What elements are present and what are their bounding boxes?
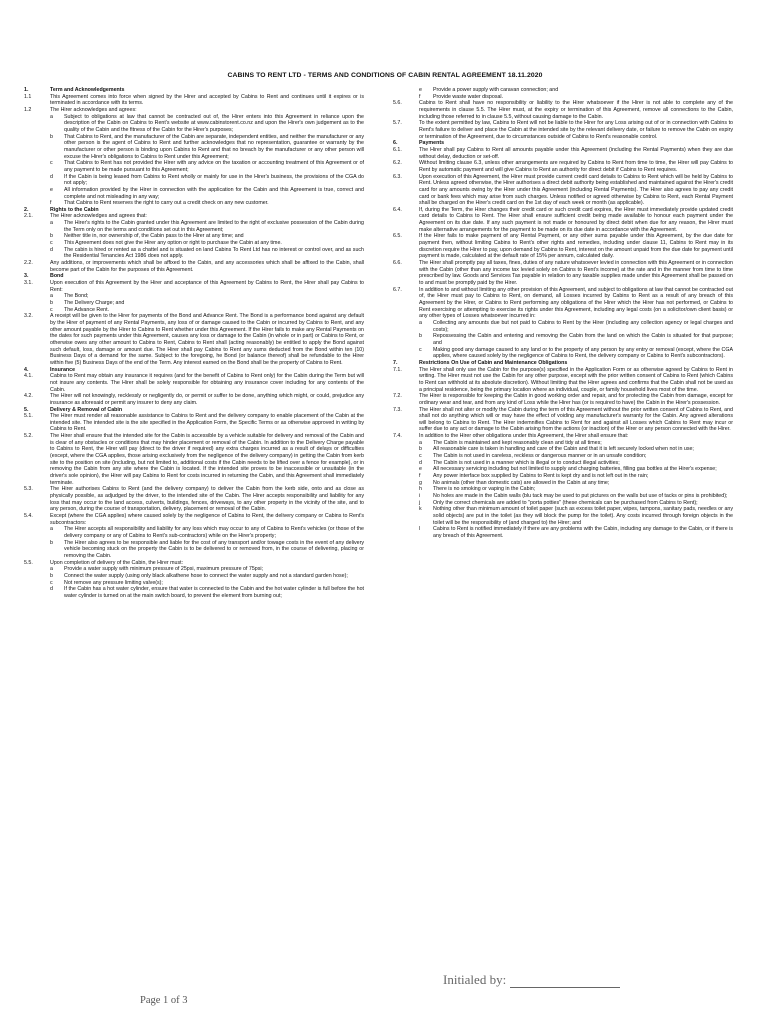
sub-clause (24, 200, 364, 207)
clause (24, 260, 364, 273)
sub-clause (24, 586, 364, 599)
clause-text: To the extent permitted by law, Cabins to Rent will not be liable to the Hirer for any Loss arising out of or in connection with Cabins to Rent's failure to deliver and place the Cabin at the intended site by the relevant delivery date, or failure to remove the Cabin on expiry or termination of the Agreement, due to circumstances outside of Cabins to Rent's reasonable control. (419, 120, 733, 140)
clause-number (393, 94, 419, 101)
clause-letter: a (50, 566, 53, 573)
clause (24, 94, 364, 107)
clause-number (393, 440, 419, 447)
clause-text: That Cabins to Rent has not provided the Hirer with any advice on the taxation or accounting treatment of this Agreement or of any payment to be made pursuant to this Agreement; (64, 160, 364, 173)
clause-number (24, 114, 50, 134)
clause-text: The Cabin is not used in a manner which is illegal or to conduct illegal activities; (433, 459, 620, 466)
clause-letter: g (419, 479, 422, 486)
clause-text: Collecting any amounts due but not paid to Cabins to Rent by the Hirer (including any collection agency or legal charges and costs); (433, 319, 733, 333)
clause-number: 1. (24, 87, 29, 93)
clause-number (393, 466, 419, 473)
clause-text: The Hirer shall pay Cabins to Rent all amounts payable under this Agreement (including the Rental Payments) when they are due without delay, deduction or set-off. (419, 146, 733, 160)
clause-text: The Hirer must render all reasonable assistance to Cabins to Rent and the delivery company to enable placement of the Cabin at the intended site. The intended site is the site specified in the Application Form, the Specific Terms or as otherwise approved in writing by Cabins to Rent. (50, 413, 364, 433)
clause-letter: a (50, 220, 53, 227)
sub-clause (393, 333, 733, 346)
initialed-label: Initialed by: (443, 972, 507, 987)
clause-number (393, 493, 419, 500)
clause (24, 280, 364, 293)
clause-number: 5.6. (393, 100, 402, 107)
clause-number (24, 233, 50, 240)
clause-text: If the Cabin has a hot water cylinder, ensure that water is connected to the Cabin and the hot water cylinder is full before the hot water cylinder is turned on at the main switch board, to prevent the element from burning out; (64, 586, 364, 599)
clause-number: 1.2 (24, 106, 32, 113)
section-heading (24, 207, 364, 214)
clause-number: 5.4. (24, 513, 33, 519)
clause-text: Delivery & Removal of Cabin (50, 406, 123, 413)
clause-letter: c (419, 453, 422, 460)
clause-letter: a (419, 439, 422, 446)
clause-number (24, 200, 50, 207)
clause (24, 433, 364, 486)
clause-number: 7. (393, 359, 398, 366)
clause-number: 6.3. (393, 173, 402, 180)
sub-clause (393, 493, 733, 500)
clause-number (393, 320, 419, 333)
clause (393, 433, 733, 440)
clause-text: The Delivery Charge; and (64, 300, 125, 306)
clause-letter: c (50, 306, 53, 313)
clause-text: That Cabins to Rent, and the manufacturer of the Cabin are separate, independent entities, and neither the manufacturer or any other person is the agent of Cabins to Rent and further acknowledges that no representation, guarantee or warranty by the manufacturer or other person is binding upon Cabins to Rent and that no breach by the manufacturer or any other person will excuse the Hirer's obligations to Cabins to Rent under this Agreement; (64, 133, 364, 160)
clause-text: No animals (other than domestic cats) are allowed in the Cabin at any time; (433, 479, 610, 486)
clause-number (24, 247, 50, 260)
clause-number: 3.2. (24, 313, 33, 320)
clause-text: The Hirer shall promptly pay all taxes, fines, duties of any nature whatsoever levied in connection with this Agreement or in connection with the Cabin (other than any income tax levied solely on Cabins to Rent's income) at the rate and in the manner from time to time prescribed by law. Goods and Services Tax payable in relation to any taxable supplies made under this Agreement shall be passed on to and must be promptly paid by the Hirer. (419, 260, 733, 287)
clause-letter: i (419, 493, 421, 500)
clause-text: The cabin is hired or rented as a chattel and is situated on land Cabins To Rent Ltd has no interest or control over, and as such the Residential Tenancies Act 1986 does not apply. (64, 246, 364, 260)
initialed-by-field (443, 972, 663, 988)
clause-letter: c (419, 346, 422, 353)
clause (24, 513, 364, 526)
clause-text: Connect the water supply (using only black alkathene hose to connect the water supply and not a standard garden hose); (64, 572, 348, 579)
sub-clause (393, 480, 733, 487)
sub-clause (24, 220, 364, 233)
section-heading (393, 140, 733, 147)
sub-clause (24, 240, 364, 247)
sub-clause (24, 247, 364, 260)
clause-number (24, 174, 50, 187)
sub-clause (393, 347, 733, 360)
clause (24, 107, 364, 114)
clause-number: 7.2. (393, 393, 402, 400)
clause-text: The Cabin is not used in careless, reckless or dangerous manner or in an unsafe condition; (433, 453, 647, 460)
clause-letter: f (50, 200, 52, 207)
clause-number: 3.1. (24, 280, 33, 287)
clause-letter: b (50, 572, 53, 579)
clause-letter: a (419, 319, 422, 326)
clause-text: The Hirer shall ensure that the intended site for the Cabin is accessible by a vehicle suitable for delivery and removal of the Cabin and is clear of any obstacles or conditions that may hinder placement or removal of the Cabin. In addition to the Delivery Charge payable to Cabins to Rent, the Hirer will pay (direct to the driver if required) any extra charges incurred as a result of delays or difficulties (except, where the CGA applies, those arising exclusively from the negligence of the delivery company) in getting the Cabin from kerb site to the position on site (including, but not limited to, additional costs if the Cabin needs to be lifted over a fence for example), or in removing the Cabin from any site where the Cabin is located. If the intended site proves to be inaccessible or unsuitable (in the driver's sole opinion), the Hirer will pay Cabins to Rent for costs incurred in returning the Cabin, and this Agreement shall immediately terminate. (50, 433, 364, 486)
clause-text: In addition to the Hirer other obligations under this Agreement, the Hirer shall ensure that: (419, 433, 629, 440)
sub-clause (24, 573, 364, 580)
clause-number: 5.5. (24, 559, 33, 566)
clause-letter: b (419, 446, 422, 453)
clause-number (393, 500, 419, 507)
clause-number (24, 580, 50, 587)
clause-letter: b (50, 300, 53, 306)
clause (24, 313, 364, 366)
sub-clause (24, 540, 364, 560)
clause-number (393, 333, 419, 346)
clause (393, 260, 733, 287)
clause-number: 6.5. (393, 233, 402, 240)
clause-text: Cabins to Rent shall have no responsibility or liability to the Hirer whatsoever if the Hirer is not able to complete any of the requirements in clause 5.5. The Hirer must, at the expiry or termination of this Agreement, remove all connections to the Cabin, including those referred to in clause 5.5, without causing damage to the Cabin. (419, 100, 733, 120)
clause-letter: b (50, 539, 53, 546)
clause-number: 4. (24, 366, 29, 373)
clause-letter: e (419, 466, 422, 473)
clause-text: Except (where the CGA applies) where caused solely by the negligence of Cabins to Rent, the delivery company or Cabins to Rent's subcontractors: (50, 513, 364, 526)
clause-letter: f (419, 93, 421, 100)
clause-text: If the Cabin is being leased from Cabins to Rent wholly or mainly for use in the Hirer's business, the provisions of the CGA do not apply; (64, 173, 364, 187)
clause (393, 407, 733, 434)
clause-number: 5. (24, 406, 29, 413)
clause-number: 6.6. (393, 260, 402, 267)
sub-clause (24, 526, 364, 539)
clause-text: Any power interface box supplied by Cabins to Rent is kept dry and is not left out in the rain; (433, 473, 649, 480)
clause-number (24, 160, 50, 173)
clause-text: Upon completion of delivery of the Cabin, the Hirer must: (50, 559, 184, 566)
clause-letter: h (419, 486, 422, 493)
clause-number: 5.7. (393, 120, 402, 127)
clause-text: Provide a power supply with caravan connection; and (433, 87, 559, 93)
sub-clause (393, 466, 733, 473)
clause-letter: f (419, 473, 421, 480)
sub-clause (393, 453, 733, 460)
clause (393, 287, 733, 320)
clause-number (393, 446, 419, 453)
sub-clause (24, 307, 364, 314)
clause-letter: e (419, 87, 422, 93)
clause-text: There is no smoking or vaping in the Cabin; (433, 486, 536, 493)
clause-number: 7.4. (393, 433, 402, 440)
sub-clause (393, 446, 733, 453)
clause-text: If the Hirer fails to make payment of any Rental Payment, or any other sums payable under this Agreement, by the due date for payment then, without limiting Cabins to Rent's other rights and remedies, including under clause 11, Cabins to Rent may in its discretion require the Hirer to pay, upon demand by Cabins to Rent, interest on the amount unpaid from the due date for payment until payment is made, calculated at the default rate of 15% per annum, calculated daily. (419, 233, 733, 260)
clause-text: All information provided by the Hirer in connection with the application for the Cabin and this Agreement is true, correct and complete and not misleading in any way; (64, 186, 364, 200)
clause (393, 207, 733, 234)
clause-text: The Hirer authorises Cabins to Rent (and the delivery company) to deliver the Cabin from the kerb side, onto and as close as physically possible, as adjudged by the driver, to the intended site of the Cabin. The Hirer accepts responsibility and liability for any loss that may occur to the land access, culverts, buildings, fences, driveways, to any other property in the vicinity of the site, and to any person, during the course of transportation, delivery, placement or removal of the Cabin. (50, 486, 364, 513)
clause (393, 174, 733, 207)
clause (393, 100, 733, 120)
clause-text: Insurance (50, 366, 76, 373)
clause-letter: d (50, 586, 53, 593)
clause-number: 4.2. (24, 393, 33, 400)
clause-text: The Hirer shall only use the Cabin for the purpose(s) specified in the Application Form or as otherwise agreed by Cabins to Rent in writing. The Hirer must not use the Cabin for any other purpose, except with the prior written consent of Cabins to Rent (which Cabins to Rent can withhold at its absolute discretion). Without limiting that the Hirer agrees and confirms that the Cabin shall not be used as a principal residence, being the primary location where an individual, couple, or family household lives most of the time. (419, 366, 733, 393)
clause (24, 413, 364, 433)
sub-clause (24, 160, 364, 173)
clause-number (393, 486, 419, 493)
clause-text: All reasonable care is taken in handling and care of the Cabin and that it is left securely locked when not in use; (433, 446, 694, 453)
clause-text: Term and Acknowledgements (50, 87, 125, 93)
clause-text: This Agreement does not give the Hirer any option or right to purchase the Cabin at any time. (64, 240, 282, 247)
clause-number: 2.2. (24, 260, 33, 267)
clause-letter: a (50, 293, 53, 300)
clause-number: 6.4. (393, 206, 402, 213)
clause-text: Cabins to Rent may obtain any insurance it requires (and for the benefit of Cabins to Rent only) for the Cabin during the Term but will not insure any contents. The Hirer shall be solely responsible for obtaining any insurance cover including for any contents of the Cabin. (50, 373, 364, 393)
clause-text: The Bond; (64, 293, 89, 300)
clause-number (393, 526, 419, 539)
sub-clause (393, 506, 733, 526)
sub-clause (24, 174, 364, 187)
clause-number: 5.2. (24, 433, 33, 440)
sub-clause (24, 580, 364, 587)
clause-number (24, 187, 50, 200)
clause-letter: d (50, 173, 53, 180)
clause (24, 486, 364, 513)
clause-number: 6. (393, 140, 398, 147)
sub-clause (393, 320, 733, 333)
sub-clause (24, 293, 364, 300)
clause (24, 213, 364, 220)
clause-number (24, 220, 50, 233)
section-heading (24, 273, 364, 280)
clause (393, 147, 733, 160)
clause-number (24, 573, 50, 580)
clause-text: Provide a water supply with minimum pressure of 25psi, maximum pressure of 75psi; (64, 566, 264, 573)
sub-clause (24, 187, 364, 200)
clause-text: Not remove any pressure limiting valve(s); (64, 579, 163, 586)
clause-number (393, 347, 419, 360)
clause-letter: l (419, 526, 421, 533)
clause-text: Neither title in, nor ownership of, the Cabin pass to the Hirer at any time; and (64, 233, 244, 240)
clause-number (24, 540, 50, 560)
sub-clause (393, 473, 733, 480)
clause-text: The Hirer accepts all responsibility and liability for any loss which may occur to any of Cabins to Rent's vehicles (or those of the delivery company or any of Cabins to Rent's sub-contractors) while on the Hirer's property; (64, 526, 364, 539)
clause-number (393, 453, 419, 460)
clause-letter: b (50, 133, 53, 140)
clause-number (24, 293, 50, 300)
clause-text: That Cabins to Rent reserves the right to carry out a credit check on any new customer. (64, 200, 269, 207)
clause-text: No holes are made in the Cabin walls (blu tack may be used to put pictures on the walls but use of tacks or pins is prohibited); (433, 493, 728, 500)
clause-number (24, 526, 50, 539)
sub-clause (393, 486, 733, 493)
clause-number (24, 586, 50, 599)
clause-letter: c (50, 240, 53, 247)
clause-text: The Hirer acknowledges and agrees: (50, 106, 137, 113)
clause-letter: b (419, 333, 422, 340)
clause-number (24, 134, 50, 161)
sub-clause (393, 526, 733, 539)
sub-clause (24, 566, 364, 573)
clause-text: Restrictions On Use of Cabin and Maintenance Obligations (419, 359, 568, 366)
clause-number (24, 240, 50, 247)
initialed-line (510, 977, 620, 988)
clause-text: Upon execution of this Agreement, the Hirer must provide current credit card details to Cabins to Rent which will be held by Cabins to Rent. Unless agreed otherwise, the Hirer authorises a direct debit authority being established and maintained against the Hirer's credit card for any amounts owing by the Hirer under this Agreement (including Rental Payments). The Hirer also agrees to pay any credit card or bank fees which may arise from such charges. Unless notified or agreed otherwise by Cabins to Rent, each Rental Payment shall be charged on the Hirer's credit card on the 1st day of each week or month (as applicable). (419, 173, 733, 207)
section-heading (393, 360, 733, 367)
sub-clause (24, 300, 364, 307)
clause (393, 233, 733, 260)
clause-number: 6.7. (393, 286, 402, 293)
clause-number: 6.1. (393, 146, 402, 153)
clause-text: Subject to obligations at law that cannot be contracted out of, the Hirer enters into this Agreement in reliance upon the description of the Cabin on Cabins to Rent's website at www.cabinstorent.co.nz and upon the Hirer's own judgement as to the quality of the Cabin and the fitness of the Cabin for the Hirer's purposes; (64, 113, 364, 133)
clause-text: Rights to the Cabin (50, 206, 99, 213)
clause (24, 393, 364, 406)
clause-number: 5.1. (24, 413, 33, 420)
clause-text: The Hirer's rights to the Cabin granted under this Agreement are limited to the right of exclusive possession of the Cabin during the Term only on the terms and conditions set out in this Agreement; (64, 220, 364, 233)
clause-text: The Cabin is maintained and kept reasonably clean and tidy at all times; (433, 439, 602, 446)
clause-text: In addition to and without limiting any other provision of this Agreement, and subject to obligations at law that cannot be contracted out of, the Hirer must pay to Cabins to Rent, on demand, all Losses incurred by Cabins to Rent as a result of any breach of this Agreement by the Hirer, or Cabins to Rent performing any obligations of the Hirer which the Hirer has not performed, or Cabins to Rent exercising or attempting to exercise its rights under this Agreement, including any legal costs (on a solicitor/own client basis) or any other types of Losses whatsoever incurred in: (419, 286, 733, 320)
section-heading (24, 407, 364, 414)
left-column (24, 87, 364, 600)
clause-letter: e (50, 186, 53, 193)
clause-text: Only the correct chemicals are added to "porta potties" (these chemicals can be purchased from Cabins to Rent); (433, 499, 698, 506)
clause-text: Making good any damage caused to any land or to the property of any person by any entry or removal (except, where the CGA applies, where caused solely by the negligence of Cabins to Rent, the delivery company or Cabins to Rent's subcontractors). (433, 346, 733, 360)
clause-number: 3. (24, 273, 29, 280)
clause-letter: b (50, 233, 53, 240)
clause-text: This Agreement comes into force when signed by the Hirer and accepted by Cabins to Rent and continues until it expires or is terminated in accordance with its terms. (50, 93, 364, 107)
clause-text: Without limiting clause 6.3, unless other arrangements are required by Cabins to Rent from time to time, the Hirer will pay Cabins to Rent by automatic payment and will give Cabins to Rent an authority for direct debit if Cabins to Rent requires. (419, 160, 733, 173)
section-heading (24, 367, 364, 374)
clause (24, 560, 364, 567)
sub-clause (24, 233, 364, 240)
clause-letter: d (50, 246, 53, 253)
clause-text: Nothing other than minimum amount of toilet paper (such as excess toilet paper, wipes, tampons, sanitary pads, needles or any solid objects) are put in the toilet (as they will block the pump for the toilet). Any costs incurred through foreign objects in the toilet will be the responsibility of (and charged to) the Hirer; and (433, 506, 733, 526)
sub-clause (24, 134, 364, 161)
section-heading (24, 87, 364, 94)
sub-clause (393, 87, 733, 94)
clause-text: Any additions, or improvements which shall be affixed to the Cabin, and any accessories which shall be affixed to the Cabin, shall become part of the Cabin for the purposes of this Agreement. (50, 260, 364, 273)
clause-text: The Hirer shall not alter or modify the Cabin during the term of this Agreement without the prior written consent of Cabins to Rent, and shall not do anything which will or may have the effect of voiding any manufacturer's warranty for the Cabin. Any agreed alterations will belong to Cabins to Rent. The Hirer indemnifies Cabins to Rent for and against all Losses which Cabins to Rent may incur or suffer due to any act or damage to the Cabin arising from the actions (or inaction) of the Hirer or any person connected with the Hirer. (419, 406, 733, 433)
clause-number (24, 307, 50, 314)
clause-number (393, 87, 419, 94)
clause-number: 2. (24, 206, 29, 213)
sub-clause (393, 500, 733, 507)
clause-letter: c (50, 160, 53, 167)
clause-text: Provide waste water disposal. (433, 93, 504, 100)
clause (393, 120, 733, 140)
clause-text: A receipt will be given to the Hirer for payments of the Bond and Advance Rent. The Bond is a performance bond against any default by the Hirer of payment of any Rental Payments, any loss of or damage caused to the Cabin or incurred by Cabins to Rent, and any other amount payable by the Hirer to Cabins to Rent whether under this Agreement. If the Hirer fails to make any Rental Payments on the dates for such payments under this Agreement, causes any loss or damage to the Cabin (in whole or in part) or Cabins to Rent, or otherwise owes any other amount to Cabins to Rent, Cabins to Rent shall (acting reasonably) be entitled to apply the Bond against such default, loss, damage or amount due. The Hirer shall pay Cabins to Rent any sums deducted from the Bond within ten (10) Business Days of a demand for the same. Subject to the foregoing, he Bond (or balance thereof) shall be refundable to the Hirer within five (5) Business Days of the end of the Term. Any interest earned on the Bond shall be the property of Cabins to Rent. (50, 313, 364, 366)
clause-text: The Hirer acknowledges and agrees that: (50, 213, 147, 220)
sub-clause (24, 114, 364, 134)
clause-letter: k (419, 506, 422, 513)
clause-text: The Hirer will not knowingly, recklessly or negligently do, or permit or suffer to be done, anything which might, or could, prejudice any insurance as aforesaid or permit any insurer to deny any claim. (50, 393, 364, 406)
clause-number (393, 480, 419, 487)
clause-number (393, 473, 419, 480)
clause-number: 6.2. (393, 160, 402, 167)
clause-text: All necessary servicing including but not limited to supply and charging batteries, filling gas bottles at the Hirer's expense; (433, 466, 717, 473)
clause-letter: c (50, 579, 53, 586)
clause-text: Cabins to Rent is notified immediately if there are any problems with the Cabin, including any damage to the Cabin, or if there is any breach of this Agreement. (433, 526, 733, 539)
clause-text: Repossessing the Cabin and entering and removing the Cabin from the land on which the Cabin is situated for that purpose; and (433, 333, 733, 346)
page-number: Page 1 of 3 (140, 995, 188, 1006)
clause-number: 7.1. (393, 366, 402, 373)
sub-clause (393, 460, 733, 467)
clause-number (24, 566, 50, 573)
clause-letter: a (50, 526, 53, 533)
clause (393, 160, 733, 173)
clause-text: Bond (50, 273, 64, 280)
clause-text: If, during the Term, the Hirer changes their credit card or such credit card expires, the Hirer must immediately provide updated credit card details to Cabins to Rent. The Hirer shall ensure sufficient credit being made available to honour each payment under the Agreement on its due date. If any such payment is not made or honoured by direct debit when due for any reason, the Hirer must make alternative arrangements for the payment to be made on its due date in accordance with the Agreement. (419, 206, 733, 233)
clause-letter: a (50, 113, 53, 120)
right-column (393, 87, 733, 540)
clause-text: The Advance Rent. (64, 306, 110, 313)
clause (24, 373, 364, 393)
clause-number (393, 506, 419, 526)
clause-number: 4.1. (24, 373, 33, 380)
sub-clause (393, 94, 733, 101)
clause-number: 7.3. (393, 406, 402, 413)
document-title: CABINS TO RENT LTD - TERMS AND CONDITIONS OF CABIN RENTAL AGREEMENT 18.11.2020 (227, 72, 543, 79)
clause-text: The Hirer also agrees to be responsible and liable for the cost of any transport and/or towage costs in the event of any delivery vehicle becoming stuck on the property the Cabin is to be delivered to or removed from, in the course of delivering, placing or removing the Cabin. (64, 539, 364, 559)
clause-text: The Hirer is responsible for keeping the Cabin in good working order and repair, and for protecting the Cabin from damage, except for ordinary wear and tear, and from any kind of Loss while the Hirer has (or is required to have) the Cabin in the Hirer's possession. (419, 393, 733, 406)
clause-number: 2.1. (24, 213, 33, 220)
clause-number: 5.3. (24, 486, 33, 493)
clause-text: Payments (419, 140, 445, 147)
clause-number (393, 460, 419, 467)
clause-letter: d (419, 459, 422, 466)
clause-letter: j (419, 499, 421, 506)
clause (393, 393, 733, 406)
clause-number (24, 300, 50, 307)
clause-text: Upon execution of this Agreement by the Hirer and acceptance of this Agreement by Cabins to Rent, the Hirer shall pay Cabins to Rent: (50, 280, 364, 293)
clause (393, 367, 733, 394)
sub-clause (393, 440, 733, 447)
clause-number: 1.1 (24, 93, 32, 100)
